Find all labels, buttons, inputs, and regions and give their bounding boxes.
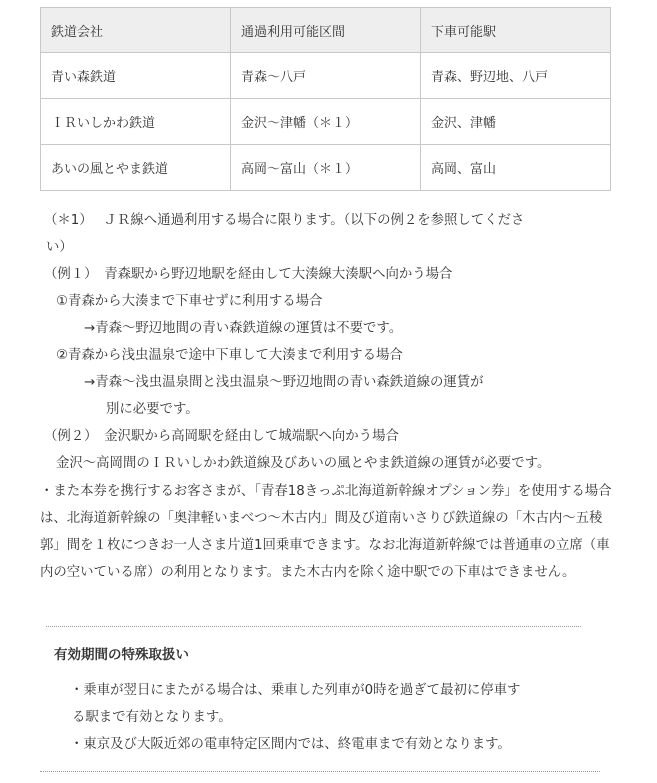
example-1-title: （例１） 青森駅から野辺地駅を経由して大湊線大湊駅へ向かう場合 — [44, 267, 453, 282]
footnotes — [44, 207, 619, 477]
example-1-case-a: ①青森から大湊まで下車せずに利用する場合 — [56, 294, 323, 309]
cell-stations: 金沢、津幡 — [421, 99, 611, 145]
railway-table — [40, 7, 611, 191]
table-row — [41, 145, 611, 191]
table-row — [41, 99, 611, 145]
cell-section: 高岡～富山（＊１） — [231, 145, 421, 191]
validity-bullets — [70, 677, 590, 758]
example-2-title: （例２） 金沢駅から高岡駅を経由して城端駅へ向かう場合 — [44, 429, 399, 444]
cell-stations: 青森、野辺地、八戸 — [421, 53, 611, 99]
cell-company: 青い森鉄道 — [41, 53, 231, 99]
cell-stations: 高岡、富山 — [421, 145, 611, 191]
note-asterisk-1-cont: い） — [46, 240, 73, 255]
divider — [46, 626, 581, 627]
cell-company: ＩＲいしかわ鉄道 — [41, 99, 231, 145]
header-exit-stations: 下車可能駅 — [421, 8, 611, 53]
example-2-note: 金沢～高岡間のＩＲいしかわ鉄道線及びあいの風とやま鉄道線の運賃が必要です。 — [56, 456, 551, 471]
option-ticket-paragraph: ・また本券を携行するお客さまが、「青春18きっぷ北海道新幹線オプション券」を使用する場合は、北海道新幹線の「奥津軽いまべつ～木古内」間及び道南いさりび鉄道線の「木古内～五稜郭」間を１枚につきお一人さま片道1回乗車できます。なお北海道新幹線では普通車の立席（車内の空いている席）の利用となります。また木古内を除く途中駅での下車はできません。 — [40, 484, 612, 580]
example-1-case-b-note-cont: 別に必要です。 — [106, 402, 199, 417]
example-1-case-a-note: →青森～野辺地間の青い森鉄道線の運賃は不要です。 — [84, 321, 403, 336]
bullet-suburban: ・東京及び大阪近郊の電車特定区間内では、終電車まで有効となります。 — [70, 737, 511, 752]
table-row — [41, 53, 611, 99]
example-1-case-b-note: →青森～浅虫温泉間と浅虫温泉～野辺地間の青い森鉄道線の運賃が — [84, 375, 484, 390]
cell-section: 金沢～津幡（＊１） — [231, 99, 421, 145]
cell-section: 青森～八戸 — [231, 53, 421, 99]
cell-company: あいの風とやま鉄道 — [41, 145, 231, 191]
header-through-section: 通過利用可能区間 — [231, 8, 421, 53]
divider — [40, 771, 600, 772]
header-railway-company: 鉄道会社 — [41, 8, 231, 53]
table-header-row — [41, 8, 611, 53]
section-title: 有効期間の特殊取扱い — [54, 647, 189, 663]
bullet-overnight: ・乗車が翌日にまたがる場合は、乗車した列車が0時を過ぎて最初に停車す — [70, 683, 521, 698]
bullet-overnight-cont: る駅まで有効となります。 — [72, 710, 232, 725]
example-1-case-b: ②青森から浅虫温泉で途中下車して大湊まで利用する場合 — [56, 348, 403, 363]
note-asterisk-1: （＊1） ＪＲ線へ通過利用する場合に限ります。（以下の例２を参照してくださ — [44, 213, 525, 228]
